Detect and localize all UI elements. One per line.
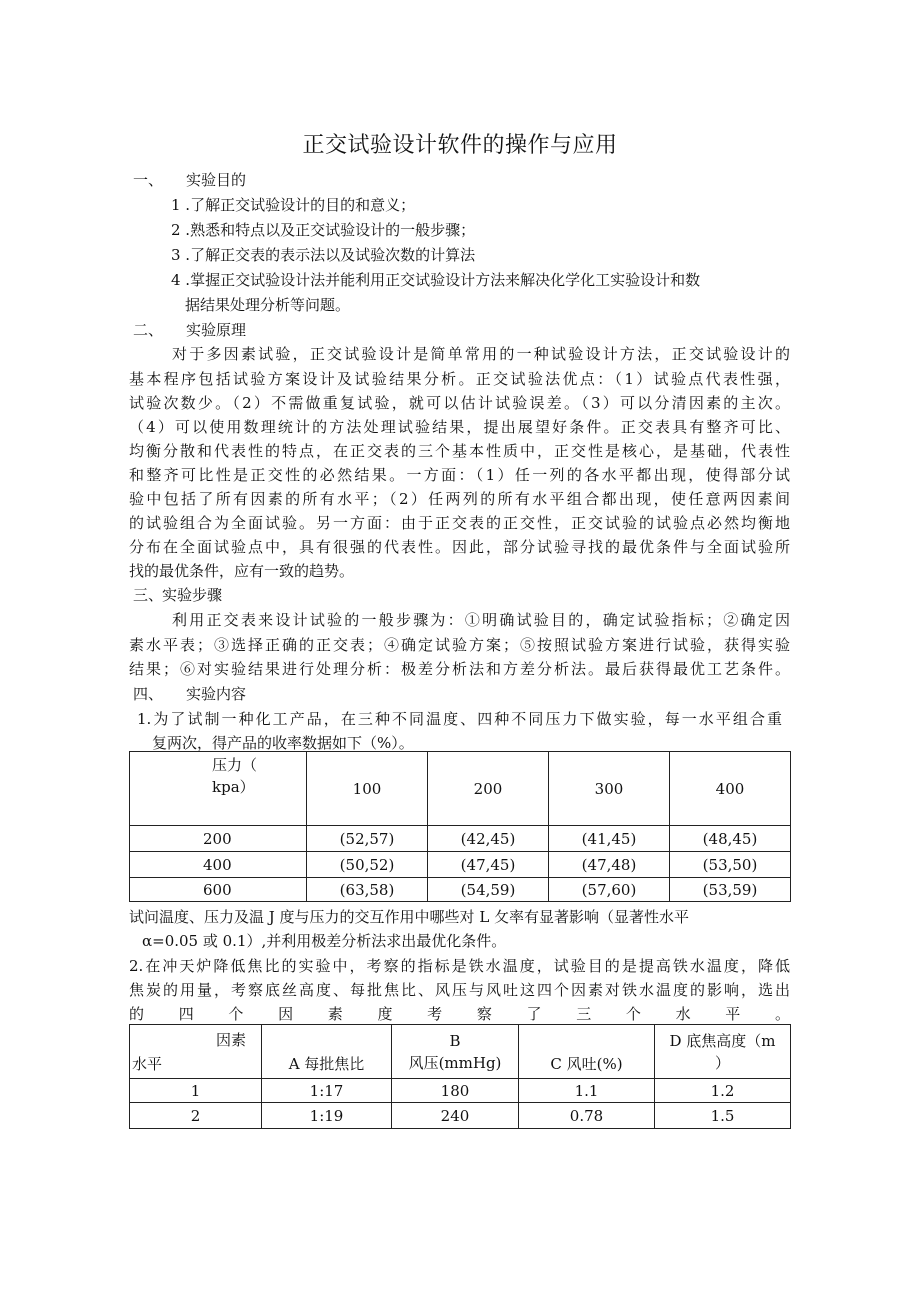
factor-d-header: [655, 1025, 791, 1079]
table-row: [130, 1079, 791, 1103]
table-row: [130, 878, 791, 902]
factor-a-cell: 1:19: [262, 1103, 392, 1129]
problem-2-line: 2.在冲天炉降低焦比的实验中，考察的指标是铁水温度，试验目的是提高铁水温度，降低: [129, 957, 790, 975]
level-cell: 2: [130, 1103, 262, 1129]
factor-c-header: C 风吐(%): [519, 1025, 655, 1079]
table-row: [130, 852, 791, 878]
factor-b-label-top: B: [449, 1031, 461, 1050]
factor-b-cell: 240: [392, 1103, 519, 1129]
goal-item: 2 .熟悉和特点以及正交试验设计的一般步骤；: [171, 221, 476, 239]
yield-cell: (63,58): [307, 878, 428, 902]
yield-cell: (50,52): [307, 852, 428, 878]
temperature-cell: 200: [130, 826, 307, 852]
corner-label-top: 压力（: [212, 756, 258, 774]
principle-line: 基本程序包括试验方案设计及试验结果分析。正交试验法优点：（1）试验点代表性强，: [129, 370, 790, 388]
section-1-number: 一、: [133, 171, 164, 189]
goal-item: 据结果处理分析等问题。: [185, 296, 351, 314]
pressure-header: 400: [670, 752, 791, 826]
principle-line: 对于多因素试验，正交试验设计是简单常用的一种试验设计方法，正交试验设计的: [172, 345, 790, 363]
steps-line: 素水平表；③选择正确的正交表；④确定试验方案；⑤按照试验方案进行试验，获得实验: [129, 636, 790, 654]
yield-cell: (48,45): [670, 826, 791, 852]
section-2-number: 二、: [133, 321, 164, 339]
principle-line: 和整齐可比性是正交性的必然结果。一方面：（1）任一列的各水平都出现，使得部分试: [129, 466, 790, 484]
problem-1-line: 1.为了试制一种化工产品，在三种不同温度、四种不同压力下做实验，每一水平组合重: [137, 710, 782, 728]
level-cell: 1: [130, 1079, 262, 1103]
yield-cell: (47,48): [549, 852, 670, 878]
corner-header-cell: [130, 752, 307, 826]
principle-line: 均衡分散和代表性的特点，在正交表的三个基本性质中，正交性是核心，是基础，代表性: [129, 442, 790, 460]
corner-label-top: 因素: [216, 1031, 247, 1049]
principle-line: 验中包括了所有因素的所有水平；（2）任两列的所有水平组合都出现，使任意两因素间: [129, 490, 790, 508]
factor-c-cell: 0.78: [519, 1103, 655, 1129]
steps-line: 利用正交表来设计试验的一般步骤为：①明确试验目的，确定试验指标；②确定因: [172, 611, 790, 629]
factor-d-label-top: D 底焦高度（m: [669, 1031, 776, 1050]
section-4-heading: 实验内容: [186, 685, 247, 703]
factor-d-cell: 1.2: [655, 1079, 791, 1103]
problem-2-line: 焦炭的用量，考察底丝高度、每批焦比、风压与风吐这四个因素对铁水温度的影响，选出: [129, 981, 790, 999]
principle-line: 的试验组合为全面试验。另一方面：由于正交表的正交性，正交试验的试验点必然均衡地: [129, 514, 790, 532]
goal-item: 1 .了解正交试验设计的目的和意义；: [171, 196, 416, 214]
yield-cell: (41,45): [549, 826, 670, 852]
principle-line: 找的最优条件，应有一致的趋势。: [129, 562, 355, 580]
problem-1-line: 复两次，得产品的收率数据如下（%）。: [152, 734, 414, 752]
factor-d-cell: 1.5: [655, 1103, 791, 1129]
yield-cell: (47,45): [428, 852, 549, 878]
table-row: [130, 826, 791, 852]
section-2-heading: 实验原理: [186, 321, 247, 339]
table-header-row: [130, 752, 791, 826]
goal-item: 3 .了解正交表的表示法以及试验次数的计算法: [171, 246, 476, 264]
yield-cell: (52,57): [307, 826, 428, 852]
yield-cell: (53,50): [670, 852, 791, 878]
corner-header-cell: [130, 1025, 262, 1079]
factor-d-label-bottom: ）: [714, 1053, 730, 1072]
pressure-header: 200: [428, 752, 549, 826]
principle-line: 分布在全面试验点中，具有很强的代表性。因此，部分试验寻找的最优条件与全面试验所: [129, 538, 790, 556]
yield-cell: (42,45): [428, 826, 549, 852]
factor-b-label-bottom: 风压(mmHg): [408, 1053, 502, 1072]
factor-b-cell: 180: [392, 1079, 519, 1103]
yield-data-table: [129, 751, 791, 902]
factor-c-cell: 1.1: [519, 1079, 655, 1103]
section-3-number: 三、: [133, 586, 164, 604]
table-row: [130, 1103, 791, 1129]
factor-a-cell: 1:17: [262, 1079, 392, 1103]
table-header-row: [130, 1025, 791, 1079]
pressure-header: 300: [549, 752, 670, 826]
factor-a-header: A 每批焦比: [262, 1025, 392, 1079]
corner-label-bottom: 水平: [132, 1055, 163, 1073]
corner-label-bottom: kpa）: [212, 778, 255, 796]
problem-2-line: 的 四 个 因 素 度 考 察 了 三 个 水 平 。: [129, 1005, 790, 1023]
section-3-heading: 实验步骤: [162, 586, 223, 604]
yield-cell: (54,59): [428, 878, 549, 902]
problem-1-question: 试问温度、压力及温 J 度与压力的交互作用中哪些对 L 攵率有显著影响（显著性水平: [129, 908, 690, 926]
principle-line: 试验次数少。（2）不需做重复试验，就可以估计试验误差。（3）可以分清因素的主次。: [129, 394, 790, 412]
steps-line: 结果；⑥对实验结果进行处理分析：极差分析法和方差分析法。最后获得最优工艺条件。: [129, 660, 790, 678]
problem-1-question: α=0.05 或 0.1）,并利用极差分析法求出最优化条件。: [142, 932, 507, 950]
yield-cell: (53,59): [670, 878, 791, 902]
temperature-cell: 400: [130, 852, 307, 878]
factor-level-table: [129, 1024, 791, 1129]
section-1-heading: 实验目的: [186, 171, 247, 189]
page-title: 正交试验设计软件的操作与应用: [302, 133, 618, 158]
section-4-number: 四、: [133, 685, 164, 703]
principle-line: （4）可以使用数理统计的方法处理试验结果，提出展望好条件。正交表具有整齐可比、: [129, 418, 790, 436]
goal-item: 4 .掌握正交试验设计法并能利用正交试验设计方法来解决化学化工实验设计和数: [171, 271, 701, 289]
pressure-header: 100: [307, 752, 428, 826]
factor-b-header: [392, 1025, 519, 1079]
yield-cell: (57,60): [549, 878, 670, 902]
temperature-cell: 600: [130, 878, 307, 902]
